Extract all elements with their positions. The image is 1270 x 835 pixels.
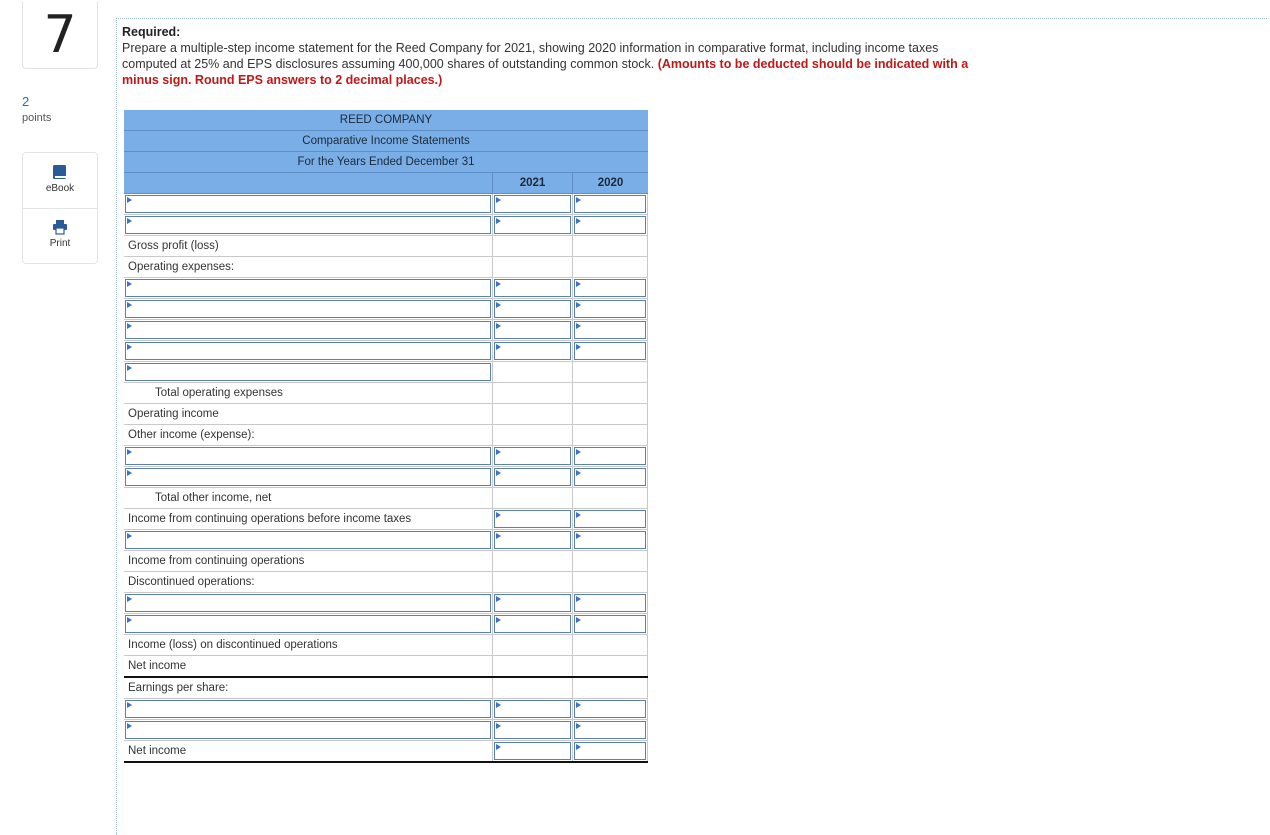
table-row bbox=[124, 446, 648, 467]
amount-2021-input[interactable] bbox=[494, 300, 571, 318]
table-row bbox=[124, 299, 648, 320]
table-row bbox=[124, 678, 648, 699]
line-item-select[interactable] bbox=[125, 300, 491, 318]
table-row bbox=[124, 383, 648, 404]
table-row bbox=[124, 257, 648, 278]
table-row bbox=[124, 720, 648, 741]
amount-2020-input[interactable] bbox=[574, 321, 646, 339]
amount-2020-input[interactable] bbox=[574, 531, 646, 549]
table-row bbox=[124, 593, 648, 614]
other-income-label: Other income (expense): bbox=[128, 429, 255, 441]
table-row bbox=[124, 488, 648, 509]
table-row bbox=[124, 320, 648, 341]
amount-2021-input[interactable] bbox=[494, 615, 571, 633]
print-label: Print bbox=[49, 238, 71, 249]
amount-2021-input[interactable] bbox=[494, 447, 571, 465]
eps-2020-input[interactable] bbox=[574, 700, 646, 718]
statement-title: Comparative Income Statements bbox=[124, 131, 648, 152]
discontinued-label: Discontinued operations: bbox=[128, 576, 255, 588]
table-row bbox=[124, 614, 648, 635]
amount-2020-input[interactable] bbox=[574, 468, 646, 486]
column-2021: 2021 bbox=[492, 173, 572, 193]
requirement-text: Prepare a multiple-step income statement for the Reed Company for 2021, showing 2020 information in comparative format, including income taxes computed at 25% and EPS disclosures assuming 400,000 shares of outstanding common stock. bbox=[122, 41, 939, 71]
amount-2021-input[interactable] bbox=[494, 468, 571, 486]
eps-net-income-label: Net income bbox=[128, 745, 187, 757]
amount-2020-input[interactable] bbox=[574, 447, 646, 465]
column-header-row bbox=[124, 173, 648, 194]
tools-panel bbox=[22, 152, 98, 264]
line-item-select[interactable] bbox=[125, 615, 491, 633]
amount-2021-input[interactable] bbox=[494, 216, 571, 234]
table-row bbox=[124, 278, 648, 299]
points-value: 2 bbox=[22, 94, 30, 109]
table-row bbox=[124, 551, 648, 572]
line-item-select[interactable] bbox=[125, 594, 491, 612]
ebook-label: eBook bbox=[45, 183, 75, 194]
amount-2020-input[interactable] bbox=[574, 594, 646, 612]
table-row bbox=[124, 530, 648, 551]
operating-income-label: Operating income bbox=[128, 408, 219, 420]
eps-2020-input[interactable] bbox=[574, 721, 646, 739]
company-name: REED COMPANY bbox=[124, 110, 648, 131]
table-row bbox=[124, 656, 648, 678]
eps-net-income-2020-input[interactable] bbox=[574, 742, 646, 760]
table-row bbox=[124, 467, 648, 488]
line-item-select[interactable] bbox=[125, 195, 491, 213]
question-number: 7 bbox=[22, 2, 98, 69]
amount-2020-input[interactable] bbox=[574, 195, 646, 213]
printer-icon bbox=[52, 219, 68, 235]
amount-2021-input[interactable] bbox=[494, 279, 571, 297]
line-item-select[interactable] bbox=[125, 531, 491, 549]
amount-2021-input[interactable] bbox=[494, 342, 571, 360]
requirement-title: Required: bbox=[122, 25, 181, 39]
print-button[interactable] bbox=[23, 208, 97, 263]
income-before-taxes-label: Income from continuing operations before income taxes bbox=[128, 513, 412, 525]
amount-2021-input[interactable] bbox=[494, 594, 571, 612]
amount-2021-input[interactable] bbox=[494, 195, 571, 213]
table-row bbox=[124, 236, 648, 257]
table-row bbox=[124, 194, 648, 215]
amount-2021-input[interactable] bbox=[494, 531, 571, 549]
eps-net-income-2021-input[interactable] bbox=[494, 742, 571, 760]
table-row bbox=[124, 215, 648, 236]
line-item-select[interactable] bbox=[125, 279, 491, 297]
amount-2021-input[interactable] bbox=[494, 510, 571, 528]
table-row bbox=[124, 635, 648, 656]
line-item-select[interactable] bbox=[125, 342, 491, 360]
line-item-select[interactable] bbox=[125, 363, 491, 381]
total-other-income-label: Total other income, net bbox=[155, 492, 272, 504]
requirement-note: (Amounts to be deducted should be indicated with a minus sign. Round EPS answers to 2 decimal places.) bbox=[122, 57, 969, 87]
gross-profit-label: Gross profit (loss) bbox=[128, 240, 219, 252]
income-continuing-label: Income from continuing operations bbox=[128, 555, 305, 567]
amount-2020-input[interactable] bbox=[574, 342, 646, 360]
table-row bbox=[124, 509, 648, 530]
net-income-label: Net income bbox=[128, 660, 187, 672]
eps-2021-input[interactable] bbox=[494, 721, 571, 739]
amount-2020-input[interactable] bbox=[574, 300, 646, 318]
table-row bbox=[124, 572, 648, 593]
table-row bbox=[124, 341, 648, 362]
table-row bbox=[124, 699, 648, 720]
gross-profit-2020 bbox=[572, 236, 648, 256]
amount-2021-input[interactable] bbox=[494, 321, 571, 339]
line-item-select[interactable] bbox=[125, 447, 491, 465]
income-discontinued-label: Income (loss) on discontinued operations bbox=[128, 639, 338, 651]
total-operating-expenses-label: Total operating expenses bbox=[155, 387, 283, 399]
statement-period: For the Years Ended December 31 bbox=[124, 152, 648, 173]
table-row bbox=[124, 741, 648, 763]
gross-profit-2021 bbox=[492, 236, 572, 256]
ebook-button[interactable] bbox=[23, 153, 97, 209]
table-row bbox=[124, 362, 648, 383]
eps-label: Earnings per share: bbox=[128, 682, 229, 694]
table-row bbox=[124, 404, 648, 425]
eps-2021-input[interactable] bbox=[494, 700, 571, 718]
table-row bbox=[124, 425, 648, 446]
column-2020: 2020 bbox=[572, 173, 648, 193]
line-item-select[interactable] bbox=[125, 721, 491, 739]
amount-2020-input[interactable] bbox=[574, 216, 646, 234]
line-item-select[interactable] bbox=[125, 700, 491, 718]
line-item-select[interactable] bbox=[125, 321, 491, 339]
points-label: points bbox=[22, 112, 52, 124]
amount-2020-input[interactable] bbox=[574, 279, 646, 297]
book-icon bbox=[52, 164, 68, 180]
amount-2020-input[interactable] bbox=[574, 510, 646, 528]
operating-expenses-label: Operating expenses: bbox=[128, 261, 235, 273]
requirement-block bbox=[122, 24, 982, 88]
line-item-select[interactable] bbox=[125, 216, 491, 234]
amount-2020-input[interactable] bbox=[574, 615, 646, 633]
line-item-select[interactable] bbox=[125, 468, 491, 486]
